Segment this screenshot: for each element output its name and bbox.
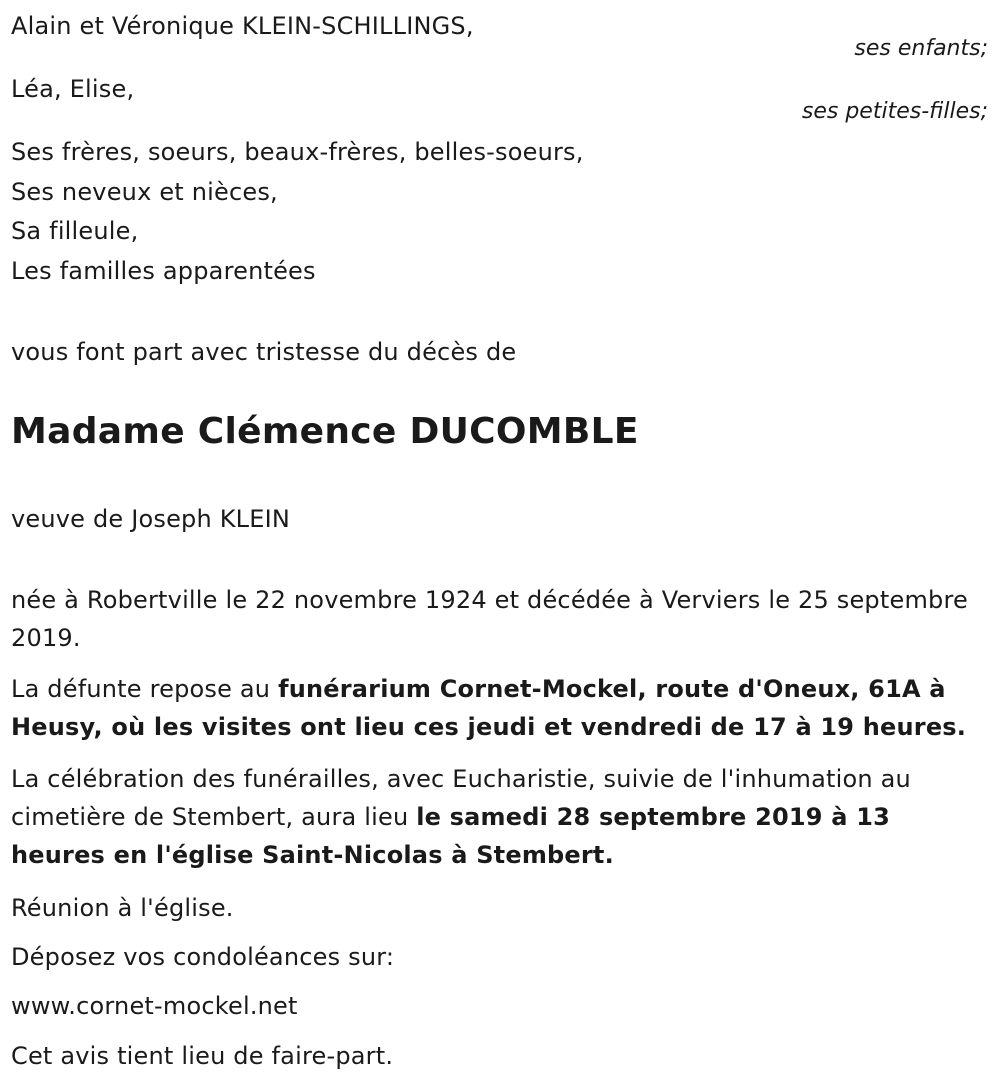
- announcement-intro: vous font part avec tristesse du décès de: [11, 338, 517, 366]
- ceremony-details: le samedi 28 septembre 2019 à 13 heures en l'église Saint-Nicolas à Stembert.: [11, 803, 890, 869]
- closing-line: Cet avis tient lieu de faire-part.: [11, 1042, 394, 1070]
- condolences-label: Déposez vos condoléances sur:: [11, 943, 395, 971]
- rest-intro: La défunte repose au: [11, 675, 279, 703]
- relatives-line-3: Sa filleule,: [11, 217, 139, 245]
- children-names: Alain et Véronique KLEIN-SCHILLINGS,: [11, 12, 474, 40]
- meeting-line: Réunion à l'église.: [11, 894, 234, 922]
- children-role: ses enfants;: [854, 36, 988, 61]
- ceremony-paragraph: [11, 760, 986, 874]
- rest-paragraph: [11, 670, 986, 746]
- spouse-line: veuve de Joseph KLEIN: [11, 505, 291, 533]
- birth-death-paragraph: née à Robertville le 22 novembre 1924 et décédée à Verviers le 25 septembre 2019.: [11, 586, 968, 652]
- website-link[interactable]: www.cornet-mockel.net: [11, 992, 298, 1020]
- deceased-name: Madame Clémence DUCOMBLE: [11, 411, 639, 452]
- relatives-line-2: Ses neveux et nièces,: [11, 178, 278, 206]
- rest-details: funérarium Cornet-Mockel, route d'Oneux, 61A à Heusy, où les visites ont lieu ces jeudi et vendredi de 17 à 19 heures.: [11, 675, 967, 741]
- grandchildren-role: ses petites-filles;: [801, 99, 988, 124]
- relatives-line-1: Ses frères, soeurs, beaux-frères, belles-soeurs,: [11, 138, 584, 166]
- ceremony-intro: La célébration des funérailles, avec Eucharistie, suivie de l'inhumation au cimetière de Stembert, aura lieu: [11, 765, 911, 831]
- relatives-line-4: Les familles apparentées: [11, 257, 316, 285]
- grandchildren-names: Léa, Elise,: [11, 75, 135, 103]
